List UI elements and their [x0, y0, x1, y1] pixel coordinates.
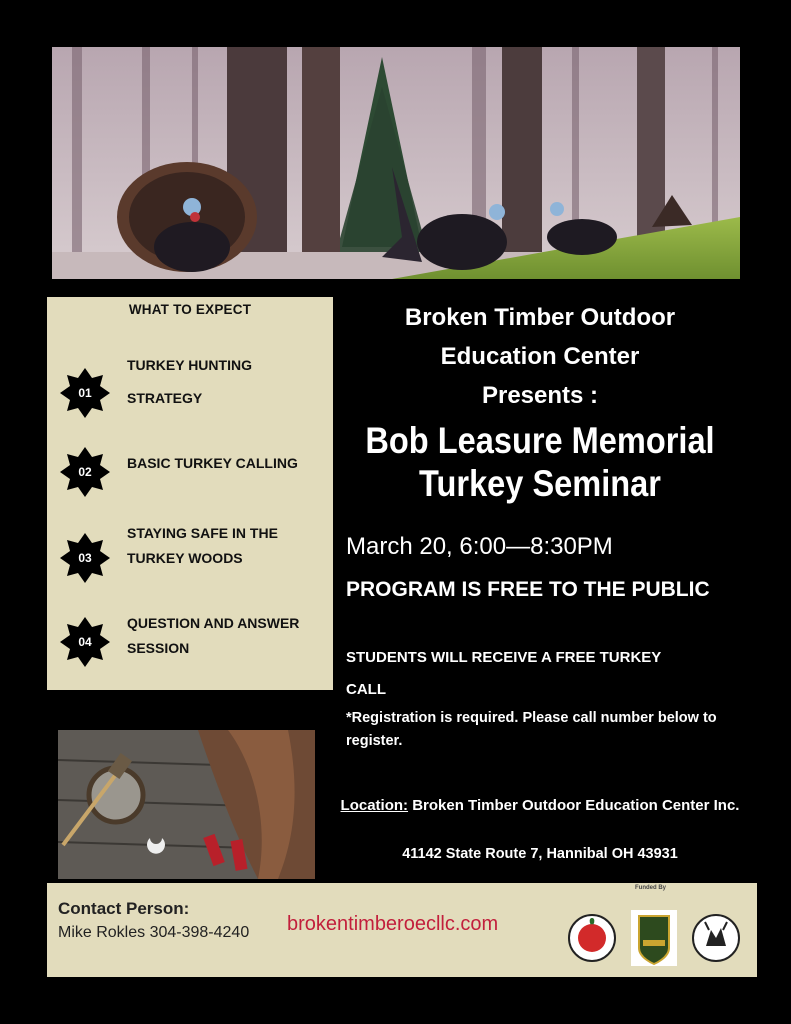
location-label: Location:	[340, 797, 409, 814]
contact-person: Mike Rokles 304-398-4240	[58, 924, 250, 941]
number-badge	[60, 617, 110, 667]
organizer-heading	[340, 298, 740, 415]
what-to-expect-panel	[47, 297, 333, 690]
number-badge	[60, 447, 110, 497]
seminar-title	[360, 419, 721, 505]
seminar-title-line: Bob Leasure Memorial	[365, 420, 715, 461]
funded-by-label: Funded By	[635, 885, 666, 891]
website-link[interactable]: brokentimberoecllc.com	[287, 913, 499, 935]
location-text: Broken Timber Outdoor Education Center Inc.	[412, 797, 740, 814]
item-text: BASIC TURKEY CALLING	[127, 455, 298, 471]
footer	[47, 883, 757, 977]
students-notice: STUDENTS WILL RECEIVE A FREE TURKEY CALL	[346, 649, 662, 698]
item-text: STAYING SAFE IN THE TURKEY WOODS	[127, 525, 278, 566]
event-date: March 20, 6:00—8:30PM	[346, 533, 613, 560]
registration-note: *Registration is required. Please call number below to register.	[346, 710, 717, 749]
organizer-line: Education Center	[440, 343, 640, 370]
number-badge	[60, 533, 110, 583]
number-badge	[60, 368, 110, 418]
item-text: QUESTION AND ANSWER SESSION	[127, 615, 300, 656]
item-number: 01	[78, 386, 92, 400]
item-number: 02	[78, 465, 92, 479]
address: 41142 State Route 7, Hannibal OH 43931	[402, 846, 678, 862]
free-program-notice: PROGRAM IS FREE TO THE PUBLIC	[346, 578, 710, 601]
hero-photo	[52, 47, 740, 279]
ohio-wildlife-logo	[629, 908, 679, 968]
item-text: TURKEY HUNTING STRATEGY	[127, 357, 252, 406]
contact-label: Contact Person:	[58, 899, 190, 918]
turkey-call-photo	[58, 730, 315, 879]
item-number: 04	[78, 635, 92, 649]
sport-fish-wildlife-restoration-logo	[691, 908, 741, 968]
item-number: 03	[78, 551, 92, 565]
location	[340, 794, 740, 817]
what-to-expect-title: WHAT TO EXPECT	[128, 302, 252, 317]
seminar-title-line: Turkey Seminar	[419, 463, 661, 504]
organizer-line: Broken Timber Outdoor	[404, 304, 676, 331]
organizer-line: Presents :	[481, 382, 599, 409]
state-seal-logo	[567, 908, 617, 968]
